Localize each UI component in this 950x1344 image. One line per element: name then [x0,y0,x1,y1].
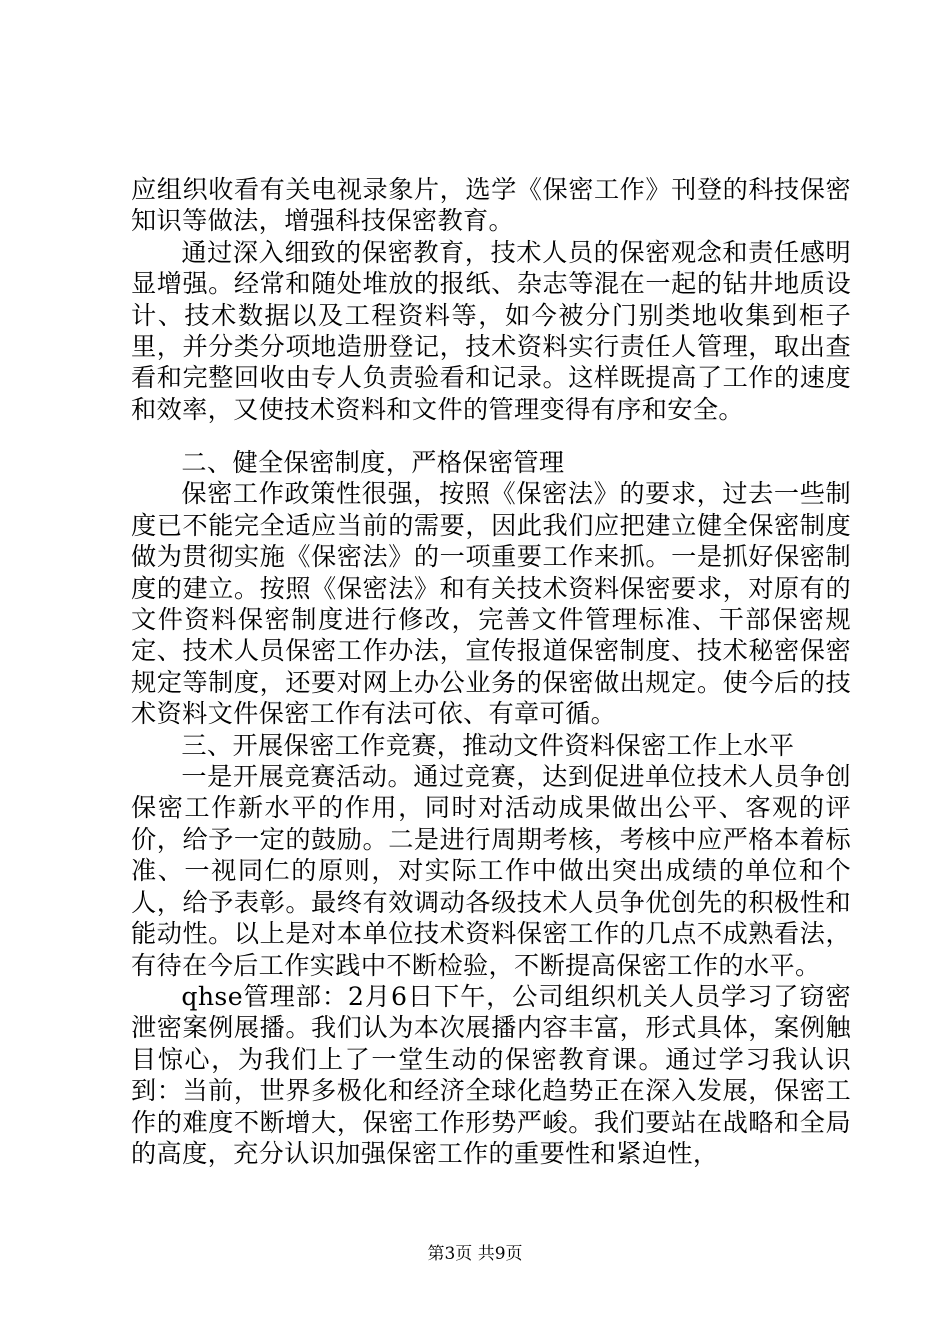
paragraph-qhse: qhse管理部：2月6日下午，公司组织机关人员学习了窃密泄密案例展播。我们认为本次展播内容丰富，形式具体，案例触目惊心，为我们上了一堂生动的保密教育课。通过学习我认识到：当前，世界多极化和经济全球化趋势正在深入发展，保密工作的难度不断增大，保密工作形势严峻。我们要站在战略和全局的高度，充分认识加强保密工作的重要性和紧迫性， [131,981,851,1168]
paragraph-continuation: 应组织收看有关电视录象片，选学《保密工作》刊登的科技保密知识等做法，增强科技保密教育。 [131,175,851,236]
body-text-main [131,447,851,1169]
page-footer: 第3页 共9页 [427,1244,523,1264]
section-heading-3: 三、开展保密工作竞赛，推动文件资料保密工作上水平 [181,730,795,760]
paragraph-system: 保密工作政策性很强，按照《保密法》的要求，过去一些制度已不能完全适应当前的需要，因此我们应把建立健全保密制度做为贯彻实施《保密法》的一项重要工作来抓。一是抓好保密制度的建立。按照《保密法》和有关技术资料保密要求，对原有的文件资料保密制度进行修改，完善文件管理标准、干部保密规定、技术人员保密工作办法，宣传报道保密制度、技术秘密保密规定等制度，还要对网上办公业务的保密做出规定。使今后的技术资料文件保密工作有法可依、有章可循。 [131,479,851,729]
section-heading-2: 二、健全保密制度，严格保密管理 [181,448,565,477]
paragraph-competition: 一是开展竞赛活动。通过竞赛，达到促进单位技术人员争创保密工作新水平的作用，同时对活动成果做出公平、客观的评价，给予一定的鼓励。二是进行周期考核，考核中应严格本着标准、一视同仁的原则，对实际工作中做出突出成绩的单位和个人，给予表彰。最终有效调动各级技术人员争优创先的积极性和能动性。以上是对本单位技术资料保密工作的几点不成熟看法，有待在今后工作实践中不断检验，不断提高保密工作的水平。 [131,762,851,980]
body-text-top [131,174,851,425]
paragraph-education-effect: 通过深入细致的保密教育，技术人员的保密观念和责任感明显增强。经常和随处堆放的报纸、杂志等混在一起的钻井地质设计、技术数据以及工程资料等，如今被分门别类地收集到柜子里，并分类分项地造册登记，技术资料实行责任人管理，取出查看和完整回收由专人负责验看和记录。这样既提高了工作的速度和效率，又使技术资料和文件的管理变得有序和安全。 [131,237,851,424]
